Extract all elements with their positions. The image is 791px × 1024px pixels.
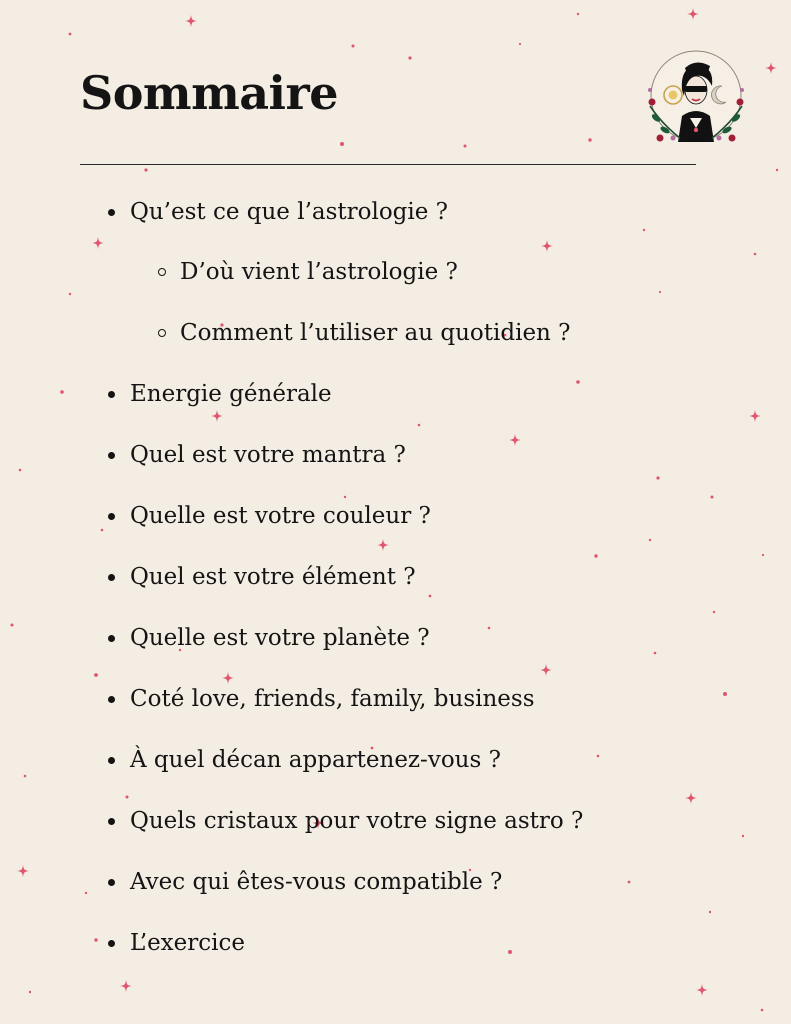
bullet-icon (108, 452, 115, 459)
toc-item-label: Quels cristaux pour votre signe astro ? (130, 808, 584, 834)
hollow-bullet-icon (158, 268, 166, 276)
toc-item-couleur (130, 501, 431, 531)
bullet-icon (108, 879, 115, 886)
hollow-bullet-icon (158, 329, 166, 337)
bullet-icon (108, 696, 115, 703)
toc-item-love (130, 684, 535, 714)
toc-item-label: Qu’est ce que l’astrologie ? (130, 199, 449, 225)
bullet-icon (108, 635, 115, 642)
bullet-icon (108, 818, 115, 825)
bullet-icon (108, 940, 115, 947)
toc-item-decan (130, 745, 501, 775)
toc-item-exercice (130, 928, 245, 958)
toc-item-mantra (130, 440, 406, 470)
toc-item-label: Quelle est votre couleur ? (130, 503, 431, 529)
toc-item-label: Quelle est votre planète ? (130, 625, 430, 651)
toc-item-label: À quel décan appartenez-vous ? (130, 747, 501, 773)
toc-item-label: L’exercice (130, 930, 245, 956)
toc-item-label: Quel est votre élément ? (130, 564, 416, 590)
toc-subitem-origine (180, 257, 458, 287)
toc-item-planete (130, 623, 430, 653)
page-title: Sommaire (80, 66, 339, 120)
astrology-woman-moon-logo (640, 46, 752, 150)
bullet-icon (108, 574, 115, 581)
toc-item-astrologie (130, 197, 448, 227)
bullet-icon (108, 757, 115, 764)
toc-item-label: Quel est votre mantra ? (130, 442, 406, 468)
title-divider (80, 164, 696, 165)
bullet-icon (108, 391, 115, 398)
bullet-icon (108, 513, 115, 520)
toc-item-label: Comment l’utiliser au quotidien ? (180, 320, 571, 346)
bullet-icon (108, 209, 115, 216)
toc-item-compatible (130, 867, 502, 897)
toc-item-cristaux (130, 806, 583, 836)
astrology-woman-moon-icon (640, 46, 752, 150)
toc-item-label: Avec qui êtes-vous compatible ? (130, 869, 503, 895)
toc-subitem-quotidien (180, 318, 571, 348)
toc-item-element (130, 562, 416, 592)
toc-item-label: Coté love, friends, family, business (130, 686, 535, 712)
toc-item-label: Energie générale (130, 381, 332, 407)
toc-item-energie (130, 379, 332, 409)
toc-item-label: D’où vient l’astrologie ? (180, 259, 458, 285)
